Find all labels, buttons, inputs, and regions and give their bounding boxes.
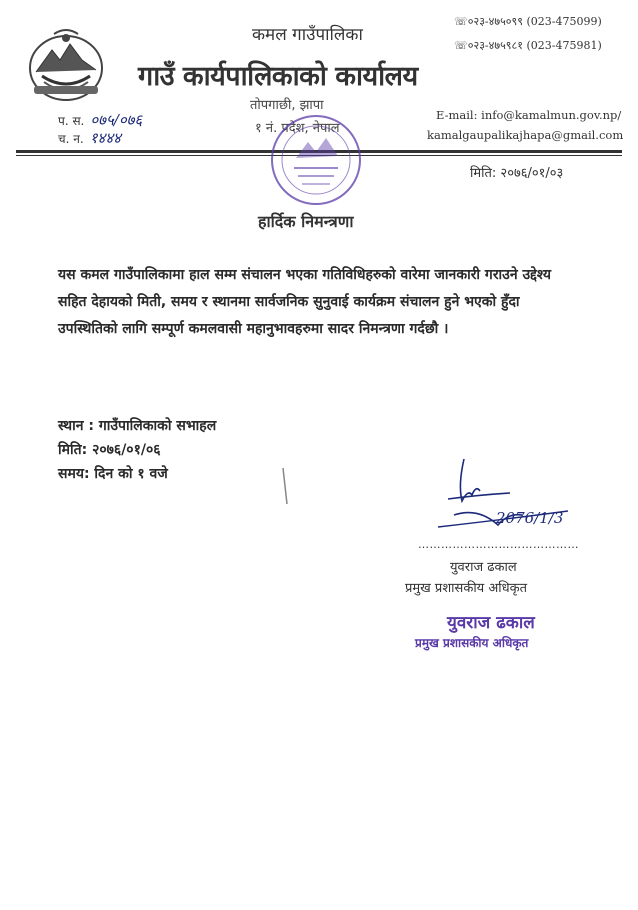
email-line-1: E-mail: info@kamalmun.gov.np/ (436, 108, 622, 122)
name-stamp: युवराज ढकाल (447, 613, 535, 633)
office-title: गाउँ कार्यपालिकाको कार्यालय (138, 61, 418, 92)
signature-line: …………………………………… (418, 538, 579, 551)
letter-date: मिति: २०७६/०१/०३ (470, 166, 564, 181)
nepal-emblem-icon (24, 26, 108, 106)
municipality-name: कमल गाउँपालिका (252, 25, 363, 45)
title-stamp: प्रमुख प्रशासकीय अधिकृत (415, 636, 529, 650)
reference-label: प. स. (58, 114, 85, 128)
dispatch-number (58, 128, 121, 148)
letter-body: यस कमल गाउँपालिकामा हाल सम्म संचालन भएका गतिविधिहरुको वारेमा जानकारी गराउने उद्देश्य सहित देहायको मिती, समय र स्थानमा सार्वजनिक सुनुवाई कार्यक्रम संचालन हुने भएको हुँदा उपस्थितिको लागि सम्पूर्ण कमलवासी महानुभावहरुमा सादर निमन्त्रणा गर्दछौ । (58, 267, 552, 337)
office-round-stamp (268, 112, 364, 208)
signatory-name: युवराज ढकाल (450, 560, 517, 575)
event-details (58, 414, 216, 486)
address-line: १ नं. प्रदेश, नेपाल (255, 121, 340, 136)
event-time: समय: दिन को १ वजे (58, 466, 168, 482)
dispatch-value: १४४४ (89, 129, 121, 147)
signatory-title: प्रमुख प्रशासकीय अधिकृत (405, 581, 528, 596)
letter-heading: हार्दिक निमन्त्रणा (258, 212, 354, 231)
email-line-2: kamalgaupalikajhapa@gmail.com (427, 128, 624, 142)
phone-number-1: ☏०२३-४७५०९९ (023-475099) (454, 15, 602, 28)
scan-mark (281, 466, 289, 506)
reference-number (58, 110, 142, 130)
dispatch-label: च. न. (58, 132, 84, 146)
handwritten-signature (418, 455, 598, 545)
phone-number-2: ☏०२३-४७५९८१ (023-475981) (454, 39, 602, 52)
event-date: मिति: २०७६/०१/०६ (58, 442, 161, 458)
reference-value: ०७५/०७६ (90, 111, 143, 129)
signature-date: 2076/1/3 (496, 509, 564, 527)
event-venue: स्थान : गाउँपालिकाको सभाहल (58, 418, 217, 434)
place-name: तोपगाछी, झापा (250, 98, 324, 113)
